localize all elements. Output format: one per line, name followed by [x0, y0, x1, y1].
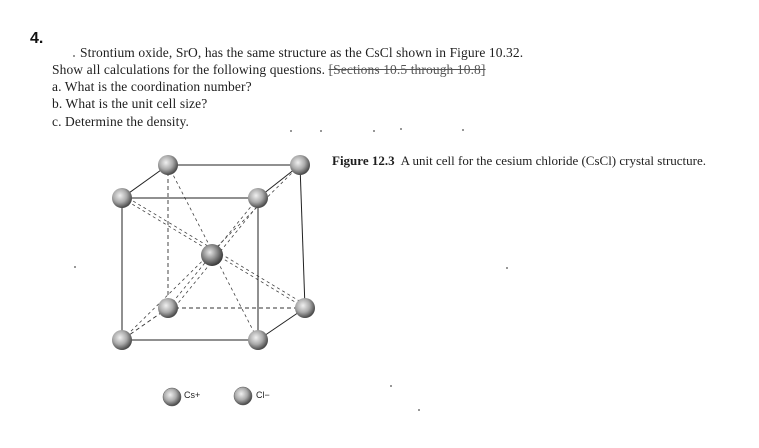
question-intro: Strontium oxide, SrO, has the same structure as the CsCl shown in Figure 10.32.: [80, 45, 524, 60]
scan-speck: [462, 129, 464, 131]
corner-ion-front-bottom-right: [248, 330, 268, 350]
center-ion: [201, 244, 223, 266]
question-number: 4.: [30, 30, 44, 47]
struck-reference: [Sections 10.5 through 10.8]: [328, 62, 486, 77]
scan-speck: [400, 128, 402, 130]
instructions-text: Show all calculations for the following questions.: [52, 62, 326, 77]
legend-cs-label: Cs+: [184, 390, 201, 400]
scan-speck: [418, 409, 420, 411]
scan-speck: [373, 130, 375, 132]
corner-ion-front-top-left: [112, 188, 132, 208]
scan-speck: [390, 385, 392, 387]
legend-cl-label: Cl−: [256, 390, 270, 400]
corner-ion-back-top-left: [158, 155, 178, 175]
scan-speck: [290, 130, 292, 132]
scan-speck: [73, 55, 75, 57]
figure-label: Figure 12.3: [332, 153, 395, 168]
part-a: a. What is the coordination number?: [52, 79, 252, 94]
scan-speck: [506, 267, 508, 269]
corner-ion-front-bottom-left: [112, 330, 132, 350]
scan-speck: [320, 130, 322, 132]
corner-ion-back-bottom-right: [295, 298, 315, 318]
cl-ion-icon: [234, 387, 252, 405]
scan-speck: [74, 266, 76, 268]
corner-ion-back-bottom-left: [158, 298, 178, 318]
figure-caption-text: A unit cell for the cesium chloride (CsCl) crystal structure.: [400, 153, 707, 168]
cs-ion-icon: [163, 388, 181, 406]
part-b: b. What is the unit cell size?: [52, 96, 208, 111]
corner-ion-back-top-right: [290, 155, 310, 175]
part-c: c. Determine the density.: [52, 114, 189, 129]
corner-ion-front-top-right: [248, 188, 268, 208]
